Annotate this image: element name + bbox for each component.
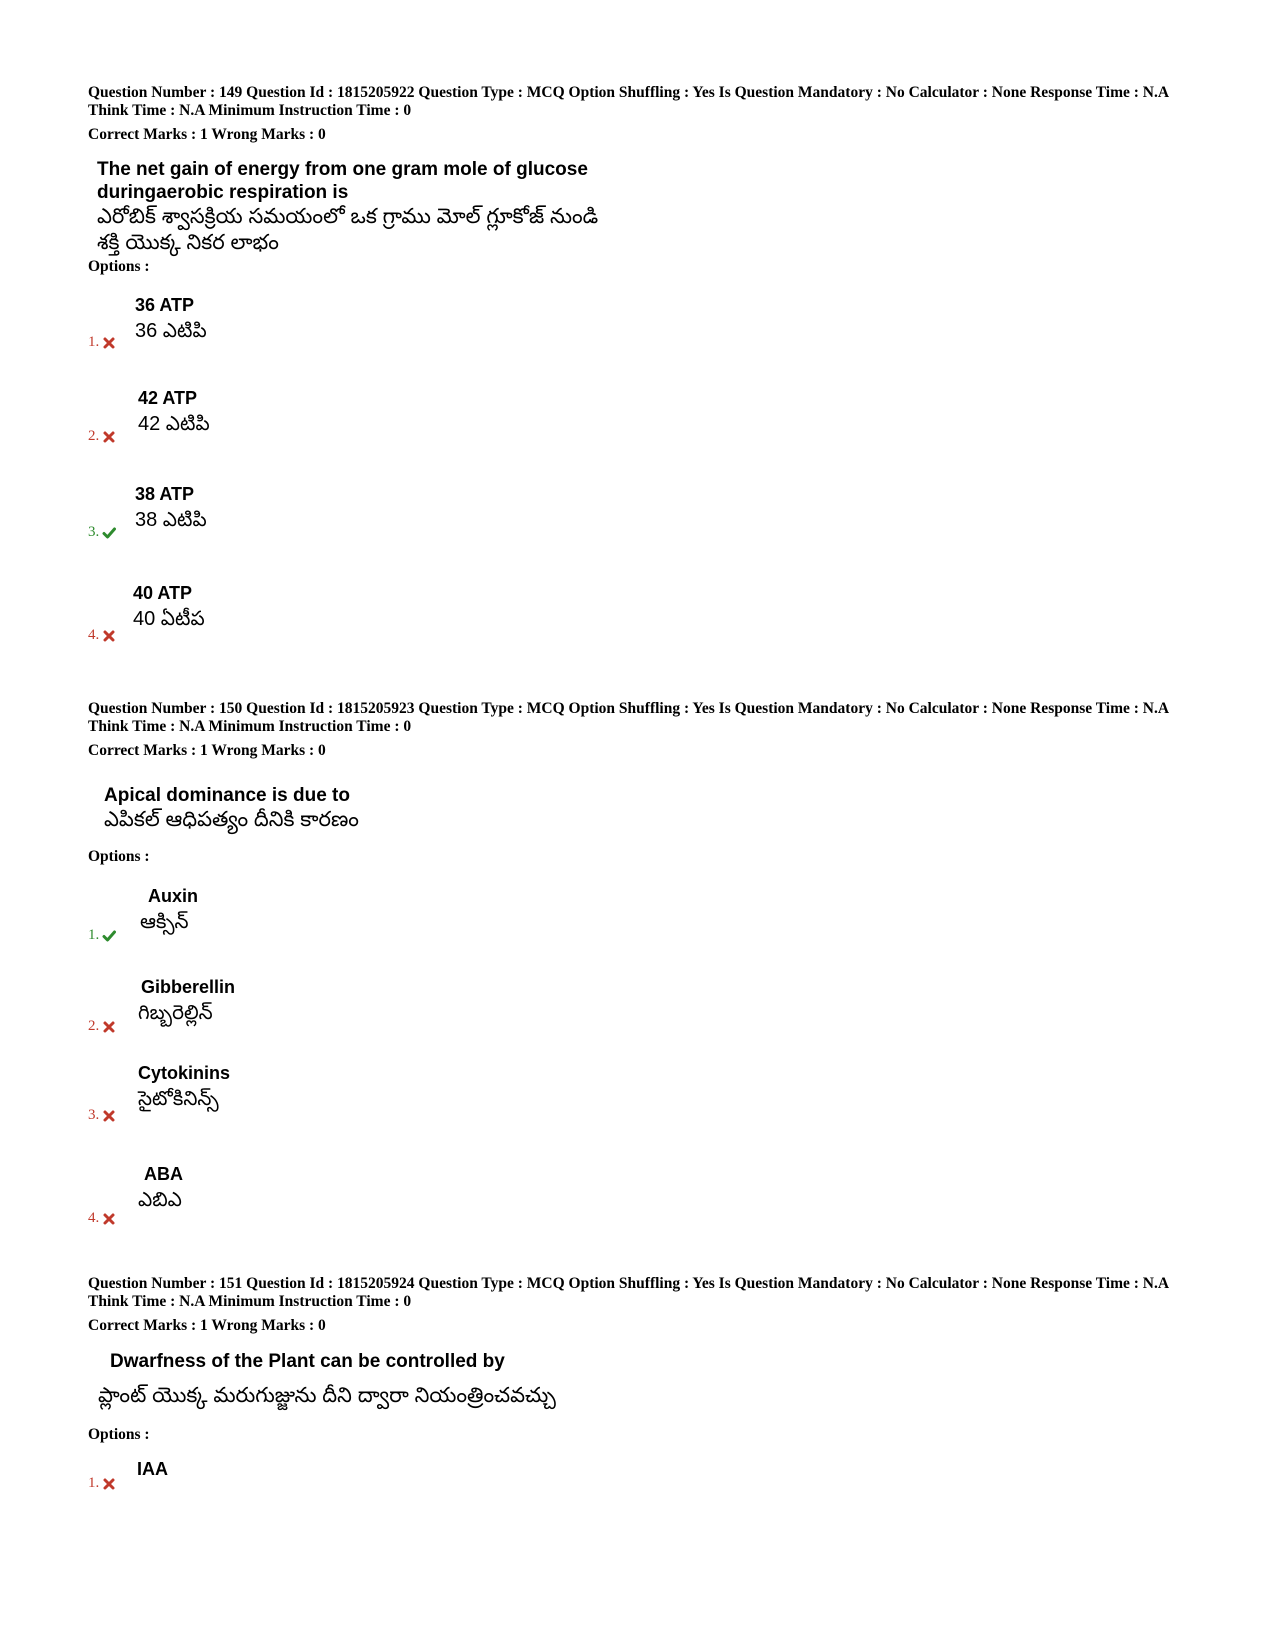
question-150-en-line1: Apical dominance is due to <box>104 785 350 806</box>
option-text-te: 42 ఎటిపి <box>138 413 210 435</box>
option-number: 2. <box>88 1018 100 1034</box>
question-150-option-1-number <box>88 927 116 944</box>
cross-icon <box>102 1212 116 1226</box>
question-150-meta: Question Number : 150 Question Id : 1815205923 Question Type : MCQ Option Shuffling : Yes Is Question Mandatory : No Calculator : None Response Time : N.A Think Time : N.A Minimum Instruction Time : 0 <box>88 700 1169 735</box>
question-149-option-3[interactable] <box>135 481 207 533</box>
cross-icon <box>102 629 116 643</box>
question-151-options-label: Options : <box>88 1426 150 1443</box>
option-number: 3. <box>88 1107 100 1123</box>
option-number: 1. <box>88 1475 100 1491</box>
question-149-marks: Correct Marks : 1 Wrong Marks : 0 <box>88 126 326 143</box>
question-151-option-1-number <box>88 1475 116 1492</box>
question-149-meta: Question Number : 149 Question Id : 1815205922 Question Type : MCQ Option Shuffling : Yes Is Question Mandatory : No Calculator : None Response Time : N.A Think Time : N.A Minimum Instruction Time : 0 <box>88 84 1169 119</box>
option-number: 1. <box>88 927 100 943</box>
option-number: 1. <box>88 334 100 350</box>
question-150-option-2[interactable] <box>138 974 235 1026</box>
option-number: 2. <box>88 428 100 444</box>
option-text-en: Gibberellin <box>141 977 236 997</box>
cross-icon <box>102 1020 116 1034</box>
option-text-en: 40 ATP <box>133 583 193 603</box>
question-149-option-4[interactable] <box>133 580 205 632</box>
option-text-te: ఆక్సిన్ <box>140 911 189 933</box>
option-number: 4. <box>88 627 100 643</box>
question-150-option-2-number <box>88 1018 116 1035</box>
question-149-option-2[interactable] <box>138 385 210 437</box>
option-text-en: IAA <box>137 1459 168 1479</box>
question-150-option-4-number <box>88 1210 116 1227</box>
option-text-te: 38 ఎటిపి <box>135 509 207 531</box>
question-149-option-4-number <box>88 627 116 644</box>
question-150-option-3-number <box>88 1107 116 1124</box>
cross-icon <box>102 1477 116 1491</box>
option-number: 3. <box>88 524 100 540</box>
question-151-option-1[interactable] <box>137 1456 168 1482</box>
question-150-te-line1: ఎపికల్ ఆధిపత్యం దీనికి కారణం <box>104 808 359 831</box>
question-149-en-line2: duringaerobic respiration is <box>97 182 349 203</box>
cross-icon <box>102 430 116 444</box>
question-149-options-label: Options : <box>88 258 150 275</box>
option-text-te: గిబ్బరెల్లిన్ <box>138 1002 213 1024</box>
question-149-en-line1: The net gain of energy from one gram mole of glucose <box>97 159 588 180</box>
question-149-option-3-number <box>88 524 116 541</box>
check-icon <box>102 929 116 943</box>
question-149-te-line2: శక్తి యొక్క నికర లాభం <box>97 231 279 254</box>
question-150-option-3[interactable] <box>138 1060 230 1112</box>
question-151-text <box>98 1350 556 1409</box>
question-149-option-1[interactable] <box>135 292 207 344</box>
option-text-en: 36 ATP <box>135 295 195 315</box>
option-text-en: ABA <box>144 1164 183 1184</box>
option-text-te: 40 ఏటీప <box>133 608 205 630</box>
question-151-meta: Question Number : 151 Question Id : 1815205924 Question Type : MCQ Option Shuffling : Yes Is Question Mandatory : No Calculator : None Response Time : N.A Think Time : N.A Minimum Instruction Time : 0 <box>88 1275 1169 1310</box>
check-icon <box>102 526 116 540</box>
question-150-marks: Correct Marks : 1 Wrong Marks : 0 <box>88 742 326 759</box>
question-149-option-1-number <box>88 334 116 351</box>
question-149-text <box>97 158 598 256</box>
option-text-te: ఎబిఎ <box>138 1189 182 1211</box>
cross-icon <box>102 336 116 350</box>
question-149-option-2-number <box>88 428 116 445</box>
question-151-te-line1: ప్లాంట్ యొక్క మరుగుజ్జును దీని ద్వారా నియంత్రించవచ్చు <box>98 1384 556 1407</box>
question-149-te-line1: ఎరోబిక్ శ్వాసక్రియ సమయంలో ఒక గ్రాము మోల్ గ్లూకోజ్ నుండి <box>97 205 599 228</box>
question-151-marks: Correct Marks : 1 Wrong Marks : 0 <box>88 1317 326 1334</box>
question-150-options-label: Options : <box>88 848 150 865</box>
option-text-en: 38 ATP <box>135 484 195 504</box>
option-text-en: 42 ATP <box>138 388 198 408</box>
option-text-en: Cytokinins <box>138 1063 231 1083</box>
question-150-option-1[interactable] <box>140 883 198 935</box>
cross-icon <box>102 1109 116 1123</box>
option-text-te: 36 ఎటిపి <box>135 320 207 342</box>
question-151-en-line1: Dwarfness of the Plant can be controlled by <box>110 1351 505 1372</box>
option-number: 4. <box>88 1210 100 1226</box>
option-text-en: Auxin <box>148 886 199 906</box>
question-150-text <box>104 784 359 833</box>
option-text-te: సైటోకినిన్స్ <box>138 1088 219 1110</box>
question-150-option-4[interactable] <box>138 1161 183 1213</box>
